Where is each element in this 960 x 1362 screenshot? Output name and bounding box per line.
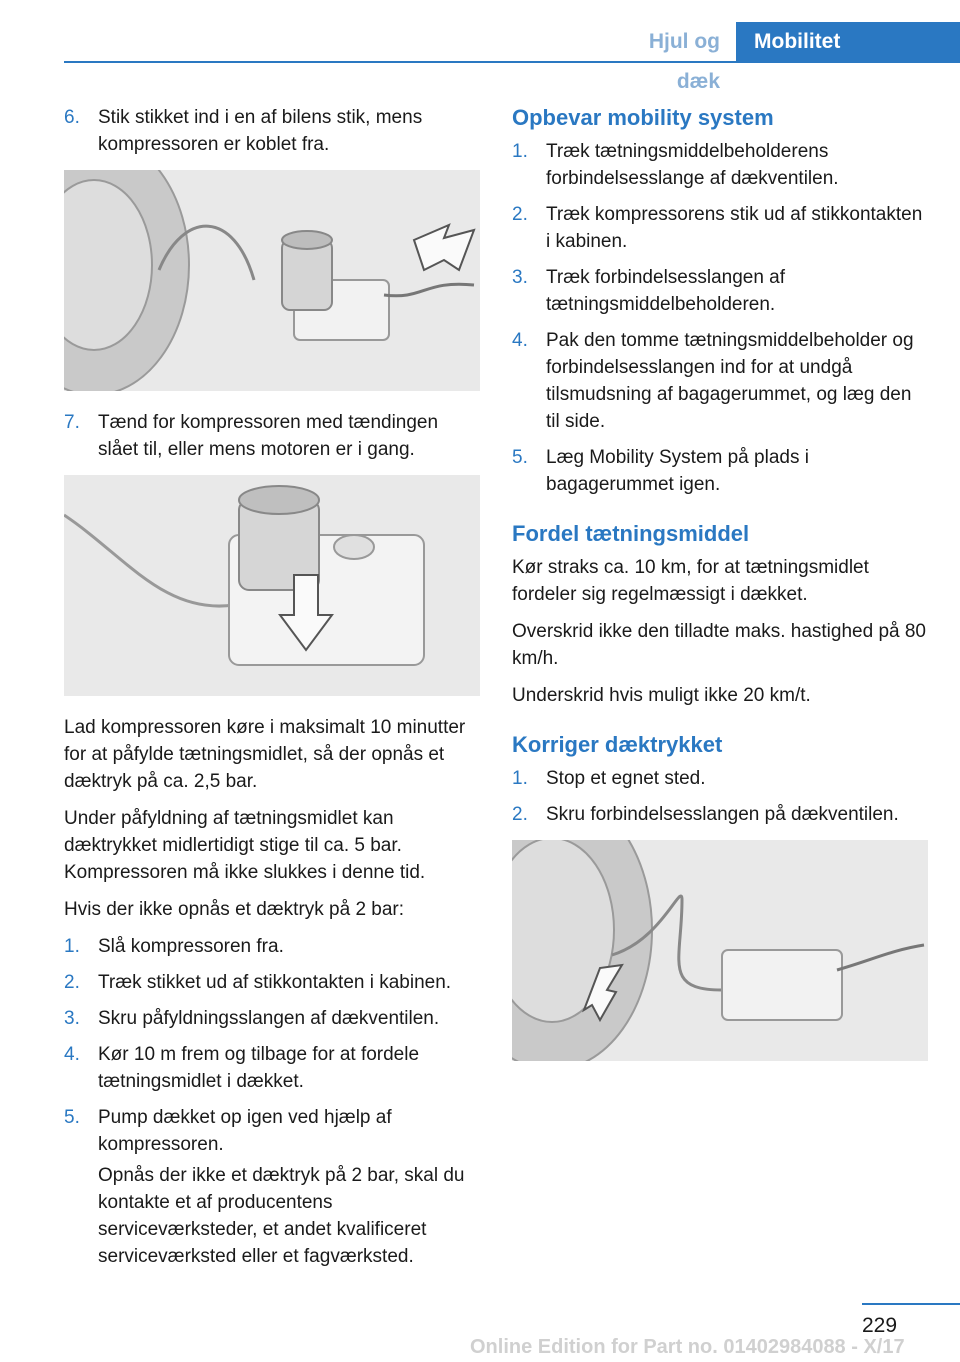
step-text: Kør 10 m frem og tilbage for at fordele tætningsmidlet i dækket. — [98, 1044, 420, 1092]
step-text: Pump dækket op igen ved hjælp af kompressoren. — [98, 1107, 392, 1155]
step-number: 4. — [64, 1044, 80, 1065]
heading-distribute-sealant: Fordel tætningsmiddel — [512, 521, 750, 546]
list-item — [512, 264, 930, 318]
step-text: Skru påfyldningsslangen af dækventilen. — [98, 1008, 440, 1029]
step-6 — [64, 104, 482, 158]
step-number: 1. — [512, 768, 528, 789]
step-number: 1. — [512, 141, 528, 162]
footer-rule — [862, 1303, 960, 1305]
list-item — [64, 1005, 482, 1032]
page-header — [600, 22, 960, 93]
paragraph: Overskrid ikke den tilladte maks. hastighed på 80 km/h. — [512, 621, 926, 669]
step-text: Træk tætningsmiddelbeholderens forbindelsesslange af dækventilen. — [546, 141, 839, 189]
list-item — [512, 765, 930, 792]
step-text: Stik stikket ind i en af bilens stik, mens kompressoren er koblet fra. — [98, 107, 423, 155]
figure-plug-in-compressor — [64, 170, 480, 391]
step-number: 3. — [512, 267, 528, 288]
paragraph: Hvis der ikke opnås et dæktryk på 2 bar: — [64, 899, 405, 920]
list-item — [512, 138, 930, 192]
step-7 — [64, 409, 482, 463]
step-number: 5. — [512, 447, 528, 468]
step-number: 1. — [64, 936, 80, 957]
step-number: 2. — [512, 204, 528, 225]
left-column — [64, 104, 482, 1270]
step-text: Læg Mobility System på plads i bagagerummet igen. — [546, 447, 809, 495]
step-text: Skru forbindelsesslangen på dækventilen. — [546, 804, 899, 825]
step-text: Stop et egnet sted. — [546, 768, 706, 789]
heading-store-mobility-system: Opbevar mobility system — [512, 105, 774, 130]
step-text: Slå kompressoren fra. — [98, 936, 284, 957]
step-text: Træk stikket ud af stikkontakten i kabinen. — [98, 972, 452, 993]
paragraph: Lad kompressoren køre i maksimalt 10 minutter for at påfylde tætningsmidlet, så der opnås et dæktryk på ca. 2,5 bar. — [64, 717, 466, 792]
step-number: 2. — [512, 804, 528, 825]
step-number: 7. — [64, 412, 80, 433]
section-tab[interactable]: Hjul og dæk — [648, 30, 720, 93]
step-number: 5. — [64, 1107, 80, 1128]
list-item — [512, 201, 930, 255]
step-text: Tænd for kompressoren med tændingen slået til, eller mens motoren er i gang. — [98, 412, 439, 460]
right-column — [512, 104, 930, 1079]
header-rule — [64, 61, 960, 63]
step-number: 6. — [64, 107, 80, 128]
paragraph: Underskrid hvis muligt ikke 20 km/t. — [512, 685, 811, 706]
list-item — [64, 1041, 482, 1095]
paragraph: Under påfyldning af tætningsmidlet kan dæktrykket midlertidigt stige til ca. 5 bar. Kompressoren må ikke slukkes i denne tid. — [64, 808, 426, 883]
figure-connect-hose-to-valve — [512, 840, 928, 1061]
edition-watermark: Online Edition for Part no. 01402984088 - X/17 — [470, 1336, 905, 1358]
step-number: 3. — [64, 1008, 80, 1029]
figure-switch-on-compressor — [64, 475, 480, 696]
page-number: 229 — [862, 1314, 898, 1337]
list-item — [512, 327, 930, 435]
list-item — [64, 933, 482, 960]
step-note: Opnås der ikke et dæktryk på 2 bar, skal du kontakte et af producentens serviceværksteder, et andet kvalificeret serviceværksted eller et fagværksted. — [98, 1165, 465, 1267]
list-item — [512, 444, 930, 498]
heading-correct-tire-pressure: Korriger dæktrykket — [512, 732, 723, 757]
chapter-tab[interactable]: Mobilitet — [736, 22, 960, 62]
list-item — [64, 969, 482, 996]
step-text: Pak den tomme tætningsmiddelbeholder og forbindelsesslangen ind for at undgå tilsmudsning af bagagerummet, og læg den til side. — [546, 330, 914, 432]
step-number: 4. — [512, 330, 528, 351]
step-number: 2. — [64, 972, 80, 993]
step-text: Træk kompressorens stik ud af stikkontakten i kabinen. — [546, 204, 923, 252]
paragraph: Kør straks ca. 10 km, for at tætningsmidlet fordeler sig regelmæssigt i dækket. — [512, 557, 869, 605]
list-item — [512, 801, 930, 828]
list-item — [64, 1104, 482, 1158]
step-text: Træk forbindelsesslangen af tætningsmiddelbeholderen. — [546, 267, 786, 315]
